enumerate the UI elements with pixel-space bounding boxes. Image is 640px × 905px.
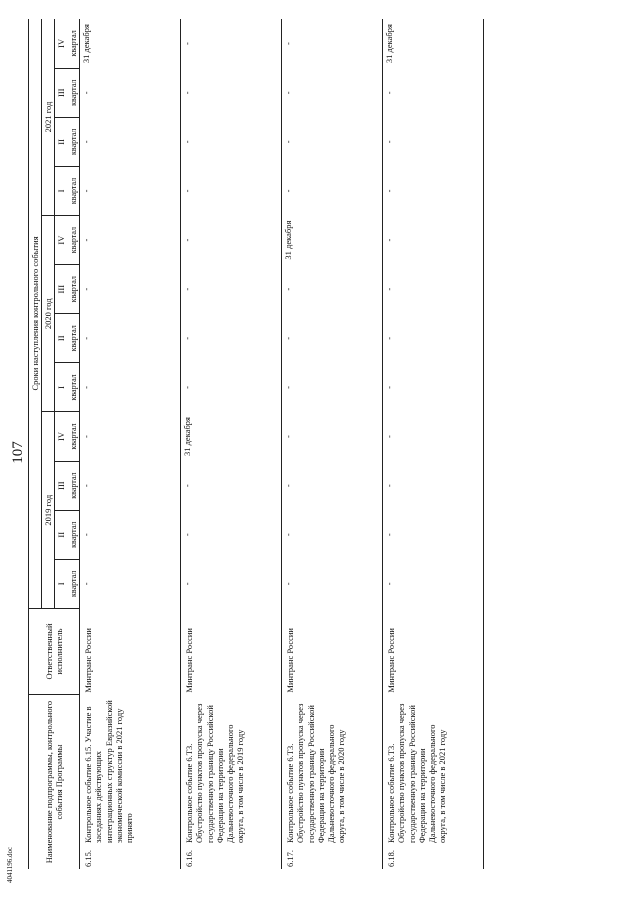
- table-row: [282, 19, 383, 869]
- quarter-value: -: [383, 68, 484, 117]
- row-number: 6.17.: [282, 845, 383, 869]
- quarter-value: -: [181, 19, 282, 68]
- header-quarter-numeral: I: [55, 559, 68, 608]
- quarter-value: -: [181, 510, 282, 559]
- row-number: 6.16.: [181, 845, 282, 869]
- header-quarter-label: квартал: [68, 510, 80, 559]
- header-quarter-numeral: III: [55, 265, 68, 314]
- header-quarter-label: квартал: [68, 265, 80, 314]
- table-row: [383, 19, 484, 869]
- responsible-executor: Минтранс России: [383, 608, 484, 694]
- header-resp-cell: Ответственный исполнитель: [29, 608, 80, 694]
- quarter-value: -: [383, 166, 484, 215]
- quarter-value: -: [80, 461, 181, 510]
- header-quarter-numeral: I: [55, 363, 68, 412]
- header-quarter-numeral: II: [55, 117, 68, 166]
- event-name: Контрольное событие 6.Т3. Обустройство пунктов пропуска через государственную границу Российской Федерации на территории Дальневосточного федерального округа, в том числе в 2021 году: [383, 695, 484, 845]
- control-events-table: [28, 19, 484, 869]
- header-quarter-label: квартал: [68, 314, 80, 363]
- row-number: 6.18.: [383, 845, 484, 869]
- header-year: 2020 год: [42, 216, 55, 412]
- header-name-cell: Наименование подпрограммы, контрольного события Программы: [29, 695, 80, 869]
- row-number: 6.15.: [80, 845, 181, 869]
- header-quarter-numeral: I: [55, 166, 68, 215]
- quarter-value: -: [80, 216, 181, 265]
- page-number: 107: [10, 441, 26, 464]
- header-quarter-label: квартал: [68, 117, 80, 166]
- quarter-value: -: [282, 510, 383, 559]
- responsible-executor: Минтранс России: [181, 608, 282, 694]
- quarter-value: -: [80, 265, 181, 314]
- event-name: Контрольное событие 6.Т3. Обустройство пунктов пропуска через государственную границу Российской Федерации на территории Дальневосточного федерального округа, в том числе в 2019 году: [181, 695, 282, 845]
- quarter-value: -: [383, 314, 484, 363]
- quarter-value: 31 декабря: [383, 19, 484, 68]
- quarter-value: -: [181, 314, 282, 363]
- quarter-value: -: [383, 461, 484, 510]
- quarter-value: -: [181, 117, 282, 166]
- quarter-value: -: [181, 363, 282, 412]
- quarter-value: -: [383, 559, 484, 608]
- quarter-value: -: [80, 314, 181, 363]
- quarter-value: -: [80, 363, 181, 412]
- header-quarter-label: квартал: [68, 19, 80, 68]
- quarter-value: -: [181, 166, 282, 215]
- quarter-value: -: [383, 265, 484, 314]
- quarter-value: -: [383, 510, 484, 559]
- quarter-value: -: [80, 412, 181, 461]
- footer-doc-id: 4041196.doc: [6, 846, 14, 883]
- header-quarter-label: квартал: [68, 559, 80, 608]
- header-dates-cell: Сроки наступления контрольного события: [29, 19, 42, 608]
- quarter-value: -: [282, 19, 383, 68]
- quarter-value: -: [80, 117, 181, 166]
- quarter-value: -: [282, 559, 383, 608]
- table-row: [181, 19, 282, 869]
- responsible-executor: Минтранс России: [80, 608, 181, 694]
- responsible-executor: Минтранс России: [282, 608, 383, 694]
- event-name: Контрольное событие 6.15. Участие в заседаниях действующих интеграционных структур Евразийской экономической комиссии в 2021 году принято: [80, 695, 181, 845]
- quarter-value: -: [80, 68, 181, 117]
- quarter-value: -: [80, 166, 181, 215]
- quarter-value: -: [282, 68, 383, 117]
- quarter-value: -: [181, 68, 282, 117]
- quarter-value: -: [282, 117, 383, 166]
- quarter-value: -: [282, 363, 383, 412]
- quarter-value: -: [282, 166, 383, 215]
- header-quarter-label: квартал: [68, 461, 80, 510]
- header-quarter-numeral: II: [55, 510, 68, 559]
- header-quarter-numeral: III: [55, 461, 68, 510]
- header-year: 2019 год: [42, 412, 55, 608]
- quarter-value: -: [383, 216, 484, 265]
- header-quarter-numeral: IV: [55, 19, 68, 68]
- header-quarter-numeral: IV: [55, 412, 68, 461]
- quarter-value: 31 декабря: [181, 412, 282, 461]
- quarter-value: -: [80, 559, 181, 608]
- header-quarter-numeral: III: [55, 68, 68, 117]
- quarter-value: -: [80, 510, 181, 559]
- table-row: [80, 19, 181, 869]
- quarter-value: -: [181, 559, 282, 608]
- header-quarter-label: квартал: [68, 68, 80, 117]
- quarter-value: -: [282, 265, 383, 314]
- quarter-value: -: [383, 363, 484, 412]
- header-quarter-label: квартал: [68, 166, 80, 215]
- header-year: 2021 год: [42, 19, 55, 216]
- header-quarter-label: квартал: [68, 363, 80, 412]
- event-name: Контрольное событие 6.Т3. Обустройство пунктов пропуска через государственную границу Российской Федерации на территории Дальневосточного федерального округа, в том числе в 2020 году: [282, 695, 383, 845]
- quarter-value: -: [282, 461, 383, 510]
- quarter-value: -: [181, 216, 282, 265]
- quarter-value: -: [282, 412, 383, 461]
- quarter-value: -: [181, 265, 282, 314]
- quarter-value: -: [383, 117, 484, 166]
- quarter-value: -: [383, 412, 484, 461]
- quarter-value: 31 декабря: [282, 216, 383, 265]
- quarter-value: -: [282, 314, 383, 363]
- header-quarter-label: квартал: [68, 216, 80, 265]
- header-quarter-numeral: IV: [55, 216, 68, 265]
- quarter-value: 31 декабря: [80, 19, 181, 68]
- header-quarter-label: квартал: [68, 412, 80, 461]
- quarter-value: -: [181, 461, 282, 510]
- table-body: [80, 19, 484, 869]
- header-quarter-numeral: II: [55, 314, 68, 363]
